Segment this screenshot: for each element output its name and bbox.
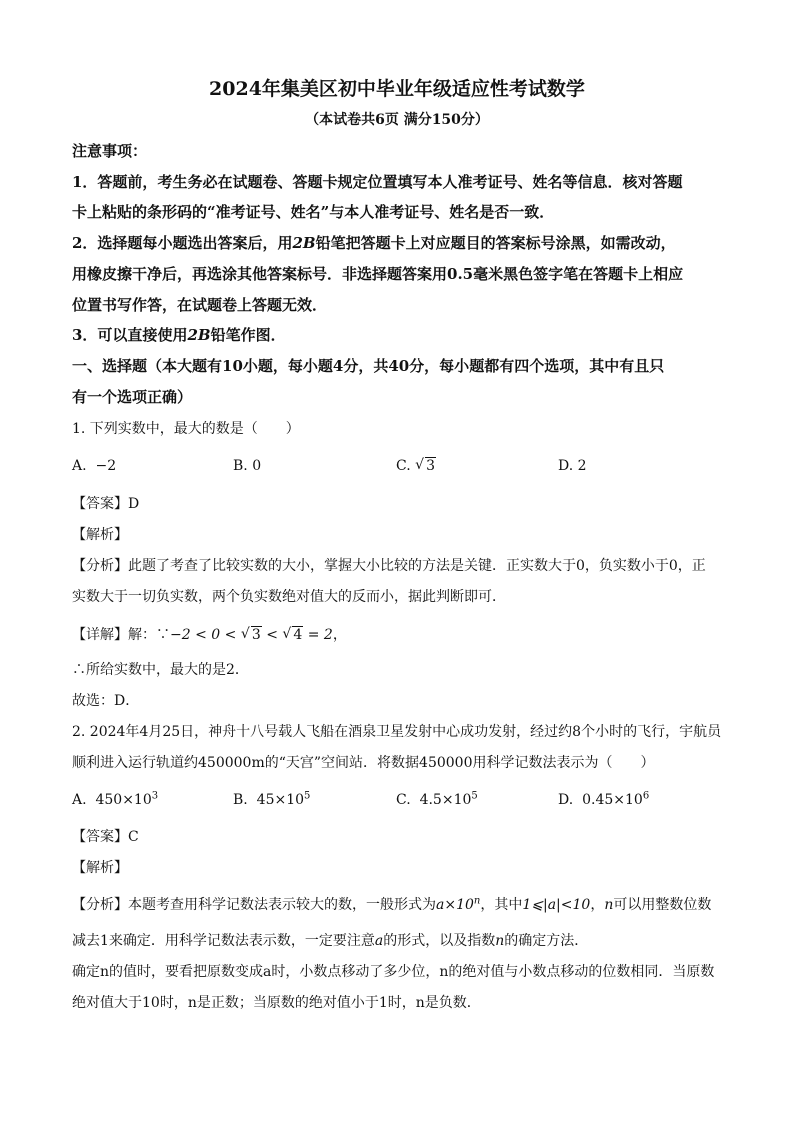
option-exponent: 3: [151, 790, 159, 802]
radicand: 4: [293, 627, 303, 643]
analysis-text-c: ，: [590, 897, 605, 913]
analysis-line-2-text-b: 的形式，以及指数: [383, 933, 496, 949]
option-value: −2: [95, 458, 117, 474]
option-base: 0.45×10: [582, 792, 643, 808]
question-2-stem-line-1: 2. 2024年4月25日，神舟十八号载人飞船在酒泉卫星发射中心成功发射，经过约8个小时的飞行，宇航员: [72, 724, 722, 740]
sqrt-symbol: [242, 625, 262, 645]
radicand: 3: [426, 458, 436, 474]
notice-item-2-text-b: 铅笔把答题卡上对应题目的答案标号涂黑，如需改动，: [315, 234, 676, 252]
option-label: C.: [396, 458, 411, 474]
detail-suffix: ，: [332, 627, 347, 643]
analysis-line-2-variable-n: n: [495, 933, 505, 949]
analysis-line-2-variable-a: a: [374, 933, 384, 949]
question-2-option-b: [233, 790, 310, 810]
option-base: 4.5×10: [419, 792, 472, 808]
notice-item-2-text-a: 2．选择题每小题选出答案后，用: [72, 234, 293, 252]
notice-item-2-variable: 2B: [292, 234, 316, 252]
notice-item-3-text-b: 铅笔作图．: [210, 326, 286, 344]
question-2-analysis-line-2: [72, 931, 588, 951]
option-label: A.: [72, 792, 87, 808]
option-base: 450×10: [95, 792, 152, 808]
exam-title: 2024年集美区初中毕业年级适应性考试数学: [209, 78, 585, 100]
option-exponent: 6: [642, 790, 650, 802]
question-1-analysis-line-1: 【分析】此题了考查了比较实数的大小，掌握大小比较的方法是关键．正实数大于0，负实数小于0，正: [72, 558, 706, 574]
detail-inequality-part-1: −2 < 0 <: [170, 627, 237, 643]
analysis-form: a×10: [436, 897, 474, 913]
option-label: A.: [72, 458, 87, 474]
notice-item-2-line-1: [72, 233, 676, 253]
option-label: B.: [233, 792, 248, 808]
question-1-option-a: [72, 456, 116, 476]
option-base: 45×10: [256, 792, 305, 808]
question-1-analysis-line-2: 实数大于一切负实数，两个负实数绝对值大的反而小，据此判断即可．: [72, 589, 506, 605]
analysis-range: 1⩽|a|<10: [522, 897, 591, 913]
question-2-stem-line-2: 顺利进入运行轨道约450000m的“天宫”空间站．将数据450000用科学记数法表示为（ ）: [72, 755, 655, 771]
option-label: C.: [396, 792, 411, 808]
section-1-line-2: 有一个选项正确）: [72, 388, 193, 406]
question-2-option-c: [396, 790, 478, 810]
analysis-form-exponent: n: [473, 895, 481, 907]
notice-item-3-variable: 2B: [187, 326, 211, 344]
question-1-option-c: [396, 456, 436, 476]
analysis-text-b: ，其中: [480, 897, 523, 913]
question-1-stem: 1. 下列实数中，最大的数是（ ）: [72, 421, 300, 437]
notice-item-3: [72, 325, 286, 345]
notice-item-3-text-a: 3．可以直接使用: [72, 326, 188, 344]
question-2-option-d: [558, 790, 649, 810]
question-2-option-a: [72, 790, 158, 810]
question-1-jiexi-label: 【解析】: [72, 527, 128, 543]
analysis-text-a: 【分析】本题考查用科学记数法表示较大的数，一般形式为: [72, 897, 436, 913]
option-label: D.: [558, 792, 574, 808]
detail-inequality-part-2: <: [266, 627, 278, 643]
option-exponent: 5: [471, 790, 478, 802]
analysis-text-d: 可以用整数位数: [613, 897, 712, 913]
notice-item-1-line-2: 卡上粘贴的条形码的“准考证号、姓名”与本人准考证号、姓名是否一致．: [72, 203, 555, 221]
option-exponent: 5: [304, 790, 311, 802]
radicand: 3: [251, 627, 261, 643]
question-1-detail: [72, 625, 347, 645]
question-2-jiexi-label: 【解析】: [72, 860, 128, 876]
section-1-line-1: 一、选择题（本大题有10小题，每小题4分，共40分，每小题都有四个选项，其中有且只: [72, 357, 665, 375]
analysis-line-2-text-c: 的确定方法．: [504, 933, 589, 949]
detail-inequality-part-3: = 2: [307, 627, 333, 643]
question-1-conclusion: ∴所给实数中，最大的是2．: [72, 662, 249, 678]
question-1-choice: 故选：D．: [72, 693, 140, 709]
exam-subtitle: （本试卷共6页 满分150分）: [305, 112, 489, 128]
question-2-rule-line-1: 确定n的值时，要看把原数变成a时，小数点移动了多少位，n的绝对值与小数点移动的位数相同．当原数: [72, 964, 715, 980]
analysis-variable-n: n: [604, 897, 614, 913]
analysis-line-2-text-a: 减去1来确定．用科学记数法表示数，一定要注意: [72, 933, 375, 949]
question-2-rule-line-2: 绝对值大于10时，n是正数；当原数的绝对值小于1时，n是负数．: [72, 995, 481, 1011]
question-1-option-d: D. 2: [558, 458, 587, 474]
question-2-answer: 【答案】C: [72, 829, 139, 845]
notice-item-1-line-1: 1．答题前，考生务必在试题卷、答题卡规定位置填写本人准考证号、姓名等信息．核对答题: [72, 173, 683, 191]
notice-item-2-line-3: 位置书写作答，在试题卷上答题无效．: [72, 296, 328, 314]
question-2-analysis-line-1: [72, 895, 711, 915]
question-1-option-b: B. 0: [233, 458, 262, 474]
sqrt-symbol: [283, 625, 303, 645]
notice-item-2-line-2: 用橡皮擦干净后，再选涂其他答案标号．非选择题答案用0.5毫米黑色签字笔在答题卡上相应: [72, 265, 684, 283]
question-1-answer: 【答案】D: [72, 496, 140, 512]
notice-heading: 注意事项：: [72, 142, 148, 160]
detail-prefix: 【详解】解：∵: [72, 627, 170, 643]
sqrt-symbol: [416, 456, 436, 476]
